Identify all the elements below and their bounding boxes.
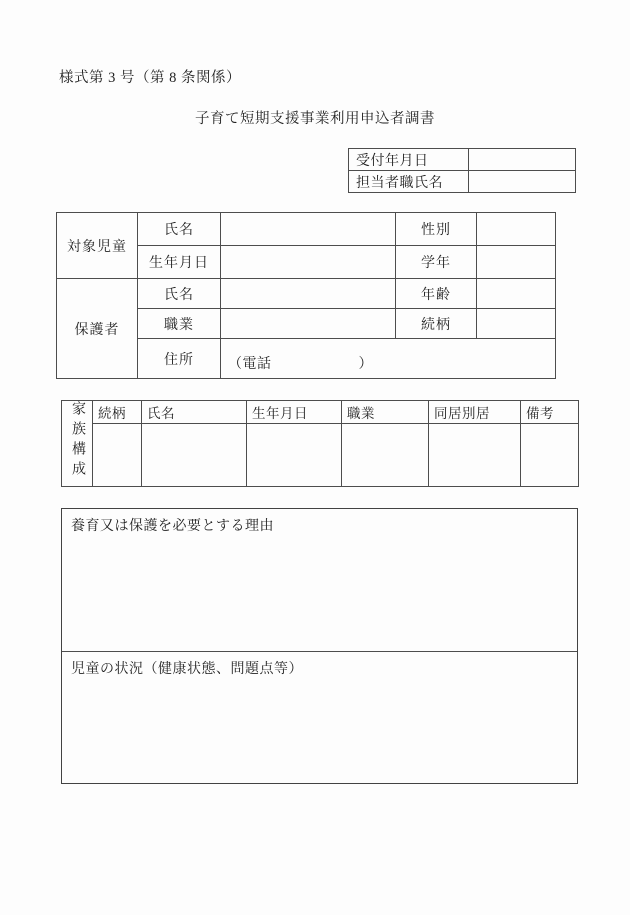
reason-label: 養育又は保護を必要とする理由 — [71, 519, 274, 534]
reception-date-label: 受付年月日 — [349, 149, 469, 171]
table-row — [62, 424, 579, 487]
child-grade-cell[interactable] — [477, 246, 556, 279]
child-name-label: 氏名 — [138, 213, 221, 246]
child-grade-label: 学年 — [396, 246, 477, 279]
phone-label: （電話 ） — [228, 357, 373, 372]
guardian-relationship-label: 続柄 — [396, 309, 477, 339]
guardian-age-label: 年齢 — [396, 279, 477, 309]
family-cell-notes[interactable] — [521, 424, 579, 487]
family-cell-relationship[interactable] — [93, 424, 142, 487]
child-birthdate-cell[interactable] — [221, 246, 396, 279]
guardian-name-cell[interactable] — [221, 279, 396, 309]
family-header-residence: 同居別居 — [429, 401, 521, 424]
family-table — [61, 400, 579, 487]
family-header-relationship: 続柄 — [93, 401, 142, 424]
table-row — [349, 171, 576, 193]
guardian-relationship-cell[interactable] — [477, 309, 556, 339]
child-gender-cell[interactable] — [477, 213, 556, 246]
staff-name-label: 担当者職氏名 — [349, 171, 469, 193]
child-name-cell[interactable] — [221, 213, 396, 246]
table-row — [57, 213, 556, 246]
reception-table — [348, 148, 576, 193]
table-row — [62, 401, 579, 424]
guardian-address-cell[interactable] — [221, 339, 556, 379]
reception-date-cell[interactable] — [469, 149, 576, 171]
guardian-occupation-label: 職業 — [138, 309, 221, 339]
child-group-label: 対象児童 — [57, 213, 138, 279]
notes-box — [61, 508, 578, 784]
family-header-birthdate: 生年月日 — [247, 401, 342, 424]
form-number: 様式第 3 号（第 8 条関係） — [59, 70, 241, 86]
family-cell-name[interactable] — [142, 424, 247, 487]
guardian-group-label: 保護者 — [57, 279, 138, 379]
child-birthdate-label: 生年月日 — [138, 246, 221, 279]
table-row — [57, 279, 556, 309]
family-header-name: 氏名 — [142, 401, 247, 424]
reason-section[interactable] — [62, 509, 577, 652]
page-title: 子育て短期支援事業利用申込者調書 — [195, 111, 435, 127]
child-gender-label: 性別 — [396, 213, 477, 246]
family-cell-residence[interactable] — [429, 424, 521, 487]
guardian-name-label: 氏名 — [138, 279, 221, 309]
condition-section[interactable] — [62, 652, 577, 783]
family-header-occupation: 職業 — [342, 401, 429, 424]
table-row — [349, 149, 576, 171]
family-header-notes: 備考 — [521, 401, 579, 424]
family-group-label: 家族構成 — [70, 401, 85, 481]
guardian-occupation-cell[interactable] — [221, 309, 396, 339]
staff-name-cell[interactable] — [469, 171, 576, 193]
condition-label: 児童の状況（健康状態、問題点等） — [71, 662, 303, 677]
guardian-address-label: 住所 — [138, 339, 221, 379]
family-cell-birthdate[interactable] — [247, 424, 342, 487]
family-group-label-cell — [62, 401, 93, 487]
guardian-age-cell[interactable] — [477, 279, 556, 309]
applicant-table — [56, 212, 556, 379]
family-cell-occupation[interactable] — [342, 424, 429, 487]
